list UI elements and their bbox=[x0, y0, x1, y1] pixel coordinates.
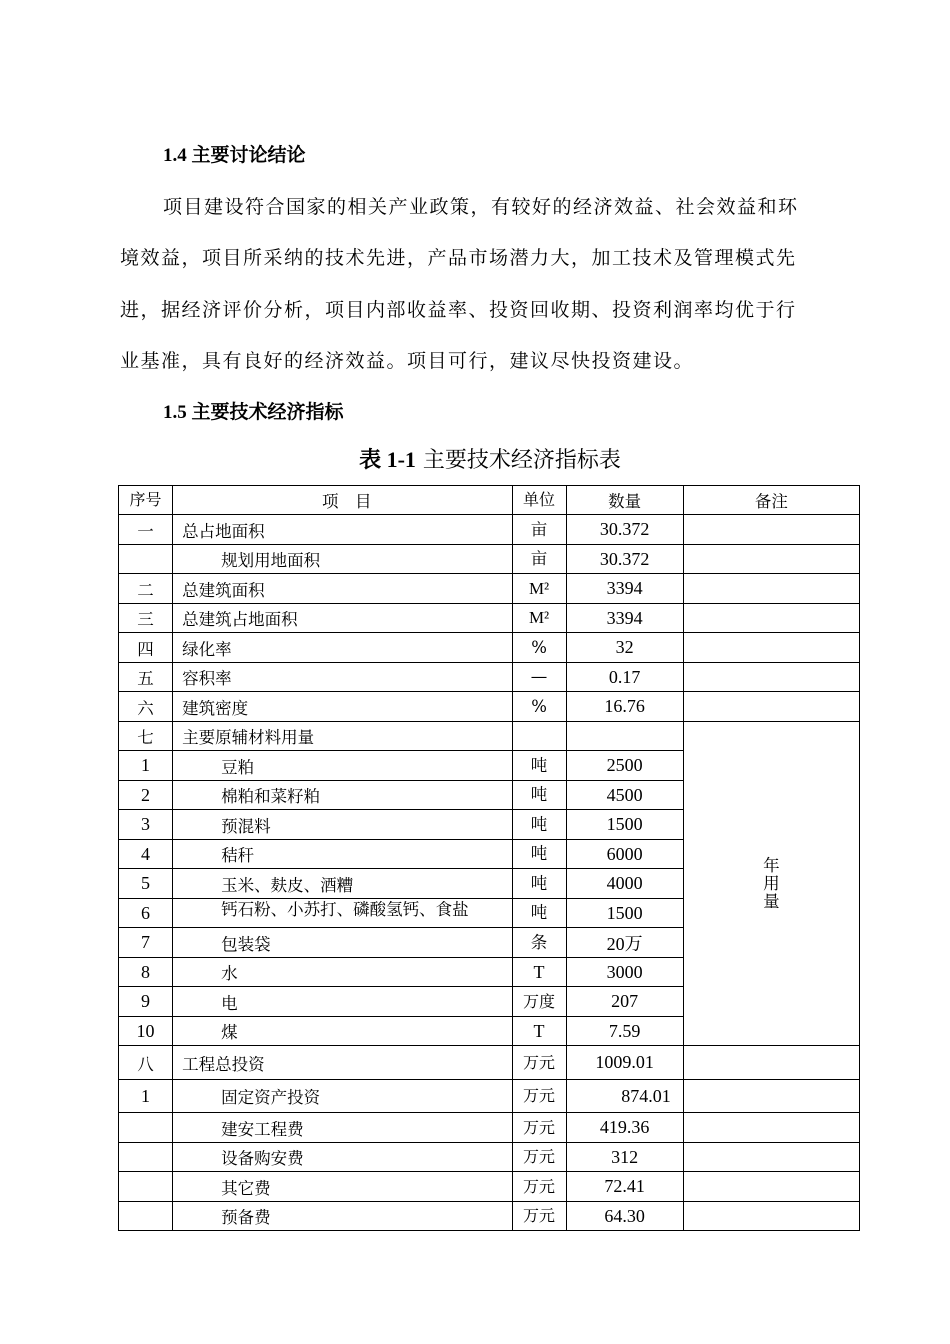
header-item: 项 目 bbox=[173, 486, 512, 515]
technical-economic-indicators-table bbox=[118, 485, 860, 1231]
row-item: 总占地面积 bbox=[173, 515, 512, 545]
row-no: 9 bbox=[119, 987, 173, 1017]
row-item: 建安工程费 bbox=[173, 1113, 512, 1143]
row-remark bbox=[683, 545, 859, 574]
header-no: 序号 bbox=[119, 486, 173, 515]
row-remark bbox=[683, 663, 859, 692]
row-remark bbox=[683, 1202, 859, 1231]
row-unit: 万元 bbox=[512, 1143, 566, 1172]
row-unit: 吨 bbox=[512, 899, 566, 928]
row-no: 2 bbox=[119, 781, 173, 810]
row-unit: 万度 bbox=[512, 987, 566, 1017]
header-remark: 备注 bbox=[683, 486, 859, 515]
table-title: 主要技术经济指标表 bbox=[422, 448, 621, 473]
header-unit: 单位 bbox=[512, 486, 566, 515]
table-header-row bbox=[119, 486, 860, 515]
row-item: 设备购安费 bbox=[173, 1143, 512, 1172]
row-qty: 32 bbox=[566, 633, 683, 663]
annual-usage-label: 年用量 bbox=[763, 855, 780, 911]
row-unit: M² bbox=[512, 604, 566, 633]
conclusion-line-4: 业基准，具有良好的经济效益。项目可行，建议尽快投资建设。 bbox=[120, 350, 695, 372]
row-remark bbox=[683, 1143, 859, 1172]
row-no: 1 bbox=[119, 751, 173, 781]
row-unit: 万元 bbox=[512, 1113, 566, 1143]
row-unit: 万元 bbox=[512, 1172, 566, 1202]
row-item: 容积率 bbox=[173, 663, 512, 692]
table-row bbox=[119, 1046, 860, 1080]
row-no: 二 bbox=[119, 574, 173, 604]
table-row bbox=[119, 604, 860, 633]
row-no bbox=[119, 1143, 173, 1172]
table-row bbox=[119, 1113, 860, 1143]
header-qty: 数量 bbox=[566, 486, 683, 515]
row-qty: 3394 bbox=[566, 604, 683, 633]
row-qty: 312 bbox=[566, 1143, 683, 1172]
row-unit: 吨 bbox=[512, 869, 566, 899]
table-row bbox=[119, 1080, 860, 1113]
row-qty: 30.372 bbox=[566, 545, 683, 574]
row-no bbox=[119, 545, 173, 574]
row-item: 电 bbox=[173, 987, 512, 1017]
row-unit bbox=[512, 722, 566, 751]
table-row bbox=[119, 1172, 860, 1202]
row-no bbox=[119, 1202, 173, 1231]
section-number: 1.5 bbox=[163, 402, 187, 423]
section-title: 主要技术经济指标 bbox=[191, 401, 344, 423]
row-no bbox=[119, 1172, 173, 1202]
row-unit: 吨 bbox=[512, 840, 566, 869]
row-item: 总建筑占地面积 bbox=[173, 604, 512, 633]
row-item: 玉米、麸皮、酒糟 bbox=[173, 869, 512, 899]
row-unit: % bbox=[512, 633, 566, 663]
row-qty: 0.17 bbox=[566, 663, 683, 692]
section-heading-1-4 bbox=[163, 140, 306, 167]
row-item: 包装袋 bbox=[173, 928, 512, 958]
row-remark bbox=[683, 692, 859, 722]
row-qty: 20万 bbox=[566, 928, 683, 958]
row-unit: 条 bbox=[512, 928, 566, 958]
table-caption bbox=[0, 443, 950, 474]
row-no: 4 bbox=[119, 840, 173, 869]
row-qty: 16.76 bbox=[566, 692, 683, 722]
row-qty: 64.30 bbox=[566, 1202, 683, 1231]
row-no: 3 bbox=[119, 810, 173, 840]
row-no: 六 bbox=[119, 692, 173, 722]
row-item: 预备费 bbox=[173, 1202, 512, 1231]
row-remark bbox=[683, 515, 859, 545]
row-unit: 万元 bbox=[512, 1080, 566, 1113]
row-no: 一 bbox=[119, 515, 173, 545]
row-qty: 1500 bbox=[566, 810, 683, 840]
row-remark bbox=[683, 1080, 859, 1113]
row-unit: 亩 bbox=[512, 545, 566, 574]
row-no: 五 bbox=[119, 663, 173, 692]
table-row bbox=[119, 1143, 860, 1172]
row-remark bbox=[683, 1172, 859, 1202]
table-row bbox=[119, 692, 860, 722]
row-qty bbox=[566, 722, 683, 751]
row-remark bbox=[683, 633, 859, 663]
row-item: 豆粕 bbox=[173, 751, 512, 781]
row-unit: % bbox=[512, 692, 566, 722]
row-no: 三 bbox=[119, 604, 173, 633]
table-row bbox=[119, 1202, 860, 1231]
table-number: 表 1-1 bbox=[359, 447, 416, 472]
row-qty: 874.01 bbox=[566, 1080, 683, 1113]
row-item: 秸秆 bbox=[173, 840, 512, 869]
row-qty: 2500 bbox=[566, 751, 683, 781]
row-unit: 吨 bbox=[512, 751, 566, 781]
section-title: 主要讨论结论 bbox=[191, 144, 306, 166]
row-item: 棉粕和菜籽粕 bbox=[173, 781, 512, 810]
row-no: 八 bbox=[119, 1046, 173, 1080]
row-item: 规划用地面积 bbox=[173, 545, 512, 574]
annual-usage-remark bbox=[683, 722, 859, 1046]
row-unit: M² bbox=[512, 574, 566, 604]
row-item: 煤 bbox=[173, 1017, 512, 1046]
row-no: 7 bbox=[119, 928, 173, 958]
row-remark bbox=[683, 574, 859, 604]
row-item: 其它费 bbox=[173, 1172, 512, 1202]
row-no: 七 bbox=[119, 722, 173, 751]
row-no: 10 bbox=[119, 1017, 173, 1046]
row-qty: 1009.01 bbox=[566, 1046, 683, 1080]
table-row bbox=[119, 722, 860, 751]
row-item: 绿化率 bbox=[173, 633, 512, 663]
row-unit: 万元 bbox=[512, 1202, 566, 1231]
row-no bbox=[119, 1113, 173, 1143]
row-unit: T bbox=[512, 1017, 566, 1046]
row-remark bbox=[683, 1046, 859, 1080]
section-number: 1.4 bbox=[163, 145, 187, 166]
row-qty: 419.36 bbox=[566, 1113, 683, 1143]
row-item: 预混料 bbox=[173, 810, 512, 840]
row-unit: 吨 bbox=[512, 781, 566, 810]
row-qty: 4500 bbox=[566, 781, 683, 810]
table-row bbox=[119, 633, 860, 663]
row-remark bbox=[683, 1113, 859, 1143]
row-qty: 72.41 bbox=[566, 1172, 683, 1202]
row-qty: 207 bbox=[566, 987, 683, 1017]
row-item: 主要原辅材料用量 bbox=[173, 722, 512, 751]
row-unit: T bbox=[512, 958, 566, 987]
row-unit: 亩 bbox=[512, 515, 566, 545]
row-qty: 6000 bbox=[566, 840, 683, 869]
row-qty: 3000 bbox=[566, 958, 683, 987]
row-no: 1 bbox=[119, 1080, 173, 1113]
table-row bbox=[119, 515, 860, 545]
row-item: 钙石粉、小苏打、磷酸氢钙、食盐 bbox=[173, 899, 512, 928]
row-item: 水 bbox=[173, 958, 512, 987]
row-remark bbox=[683, 604, 859, 633]
conclusion-line-2: 境效益，项目所采纳的技术先进，产品市场潜力大，加工技术及管理模式先 bbox=[120, 247, 797, 269]
row-no: 8 bbox=[119, 958, 173, 987]
row-unit: — bbox=[512, 663, 566, 692]
row-no: 5 bbox=[119, 869, 173, 899]
conclusion-line-3: 进，据经济评价分析，项目内部收益率、投资回收期、投资利润率均优于行 bbox=[120, 299, 797, 321]
row-item: 固定资产投资 bbox=[173, 1080, 512, 1113]
row-qty: 7.59 bbox=[566, 1017, 683, 1046]
table-row bbox=[119, 574, 860, 604]
table-row bbox=[119, 545, 860, 574]
row-unit: 万元 bbox=[512, 1046, 566, 1080]
row-no: 四 bbox=[119, 633, 173, 663]
row-item: 建筑密度 bbox=[173, 692, 512, 722]
row-qty: 4000 bbox=[566, 869, 683, 899]
row-item: 总建筑面积 bbox=[173, 574, 512, 604]
row-qty: 3394 bbox=[566, 574, 683, 604]
section-heading-1-5 bbox=[163, 397, 344, 424]
row-qty: 30.372 bbox=[566, 515, 683, 545]
row-unit: 吨 bbox=[512, 810, 566, 840]
row-item: 工程总投资 bbox=[173, 1046, 512, 1080]
row-qty: 1500 bbox=[566, 899, 683, 928]
table-row bbox=[119, 663, 860, 692]
row-no: 6 bbox=[119, 899, 173, 928]
conclusion-line-1: 项目建设符合国家的相关产业政策，有较好的经济效益、社会效益和环 bbox=[163, 196, 799, 218]
